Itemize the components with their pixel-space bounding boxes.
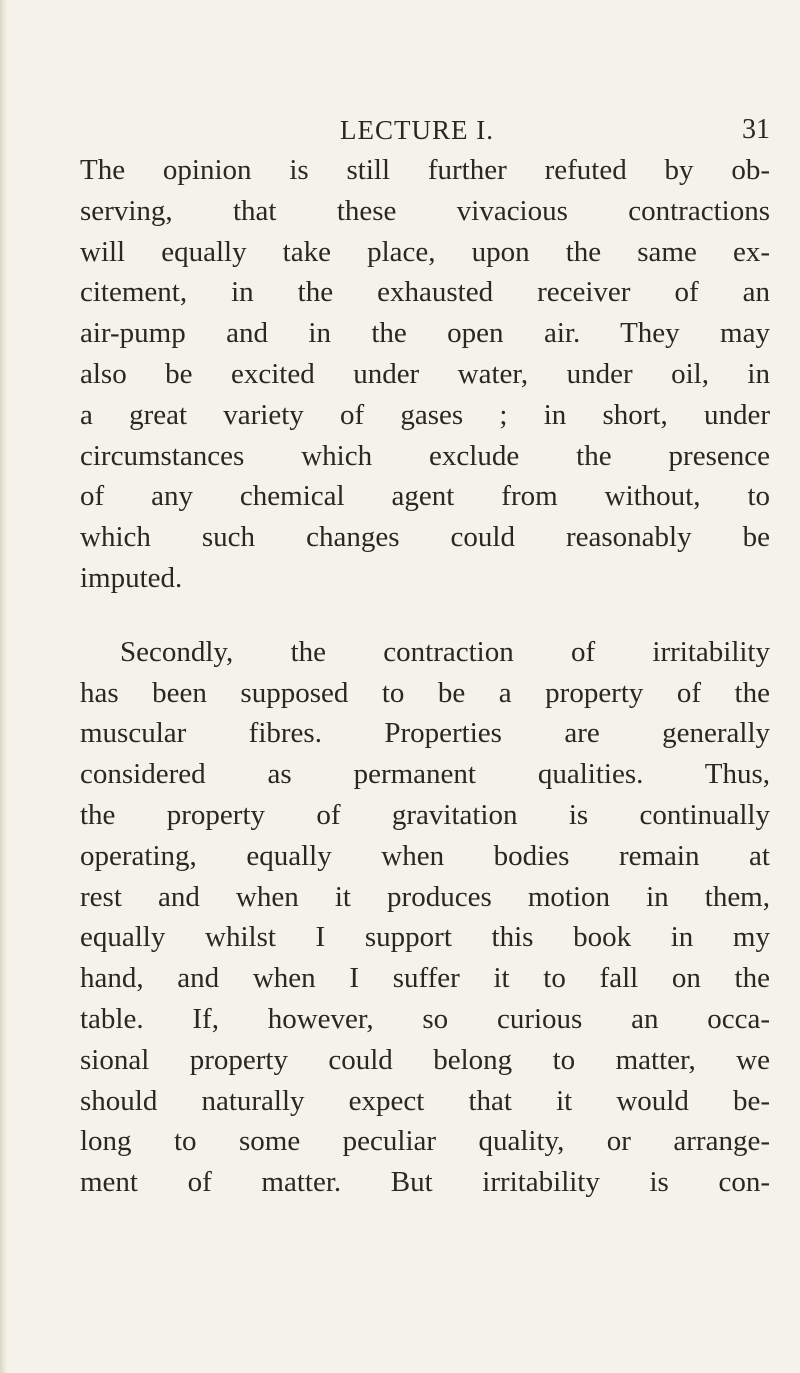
paragraph-2 (80, 632, 770, 1203)
running-header-title: LECTURE I. (340, 115, 494, 145)
text-line: has been supposed to be a property of the (80, 676, 770, 709)
paragraph-1 (80, 150, 770, 599)
text-line: The opinion is still further refuted by ob- (80, 154, 770, 186)
text-line: long to some peculiar quality, or arrange- (80, 1125, 770, 1158)
text-line: imputed. (80, 561, 183, 594)
text-line: table. If, however, so curious an occa- (80, 1002, 770, 1035)
page-binding-edge (0, 0, 7, 1373)
text-line: hand, and when I suffer it to fall on the (80, 962, 770, 995)
text-line: air-pump and in the open air. They may (80, 317, 770, 350)
text-line: ment of matter. But irritability is con- (80, 1166, 770, 1199)
running-header (80, 112, 770, 152)
text-line: citement, in the exhausted receiver of an (80, 276, 770, 309)
text-line: operating, equally when bodies remain at (80, 839, 770, 872)
text-line: serving, that these vivacious contractions (80, 194, 770, 227)
text-line: equally whilst I support this book in my (80, 921, 770, 954)
text-line: a great variety of gases ; in short, under (80, 398, 770, 431)
text-line: circumstances which exclude the presence (80, 439, 770, 472)
body-text (80, 150, 770, 1203)
text-line: the property of gravitation is continually (80, 798, 770, 831)
text-line: considered as permanent qualities. Thus, (80, 758, 770, 791)
text-line: will equally take place, upon the same ex- (80, 235, 770, 268)
text-line: also be excited under water, under oil, in (80, 357, 770, 390)
text-line: sional property could belong to matter, we (80, 1043, 770, 1076)
text-line: should naturally expect that it would be- (80, 1084, 770, 1117)
page-number: 31 (742, 114, 770, 145)
text-line: Secondly, the contraction of irritability (120, 635, 770, 668)
text-line: which such changes could reasonably be (80, 521, 770, 554)
text-line: of any chemical agent from without, to (80, 480, 770, 513)
text-line: rest and when it produces motion in them, (80, 880, 770, 913)
text-line: muscular fibres. Properties are generally (80, 717, 770, 750)
